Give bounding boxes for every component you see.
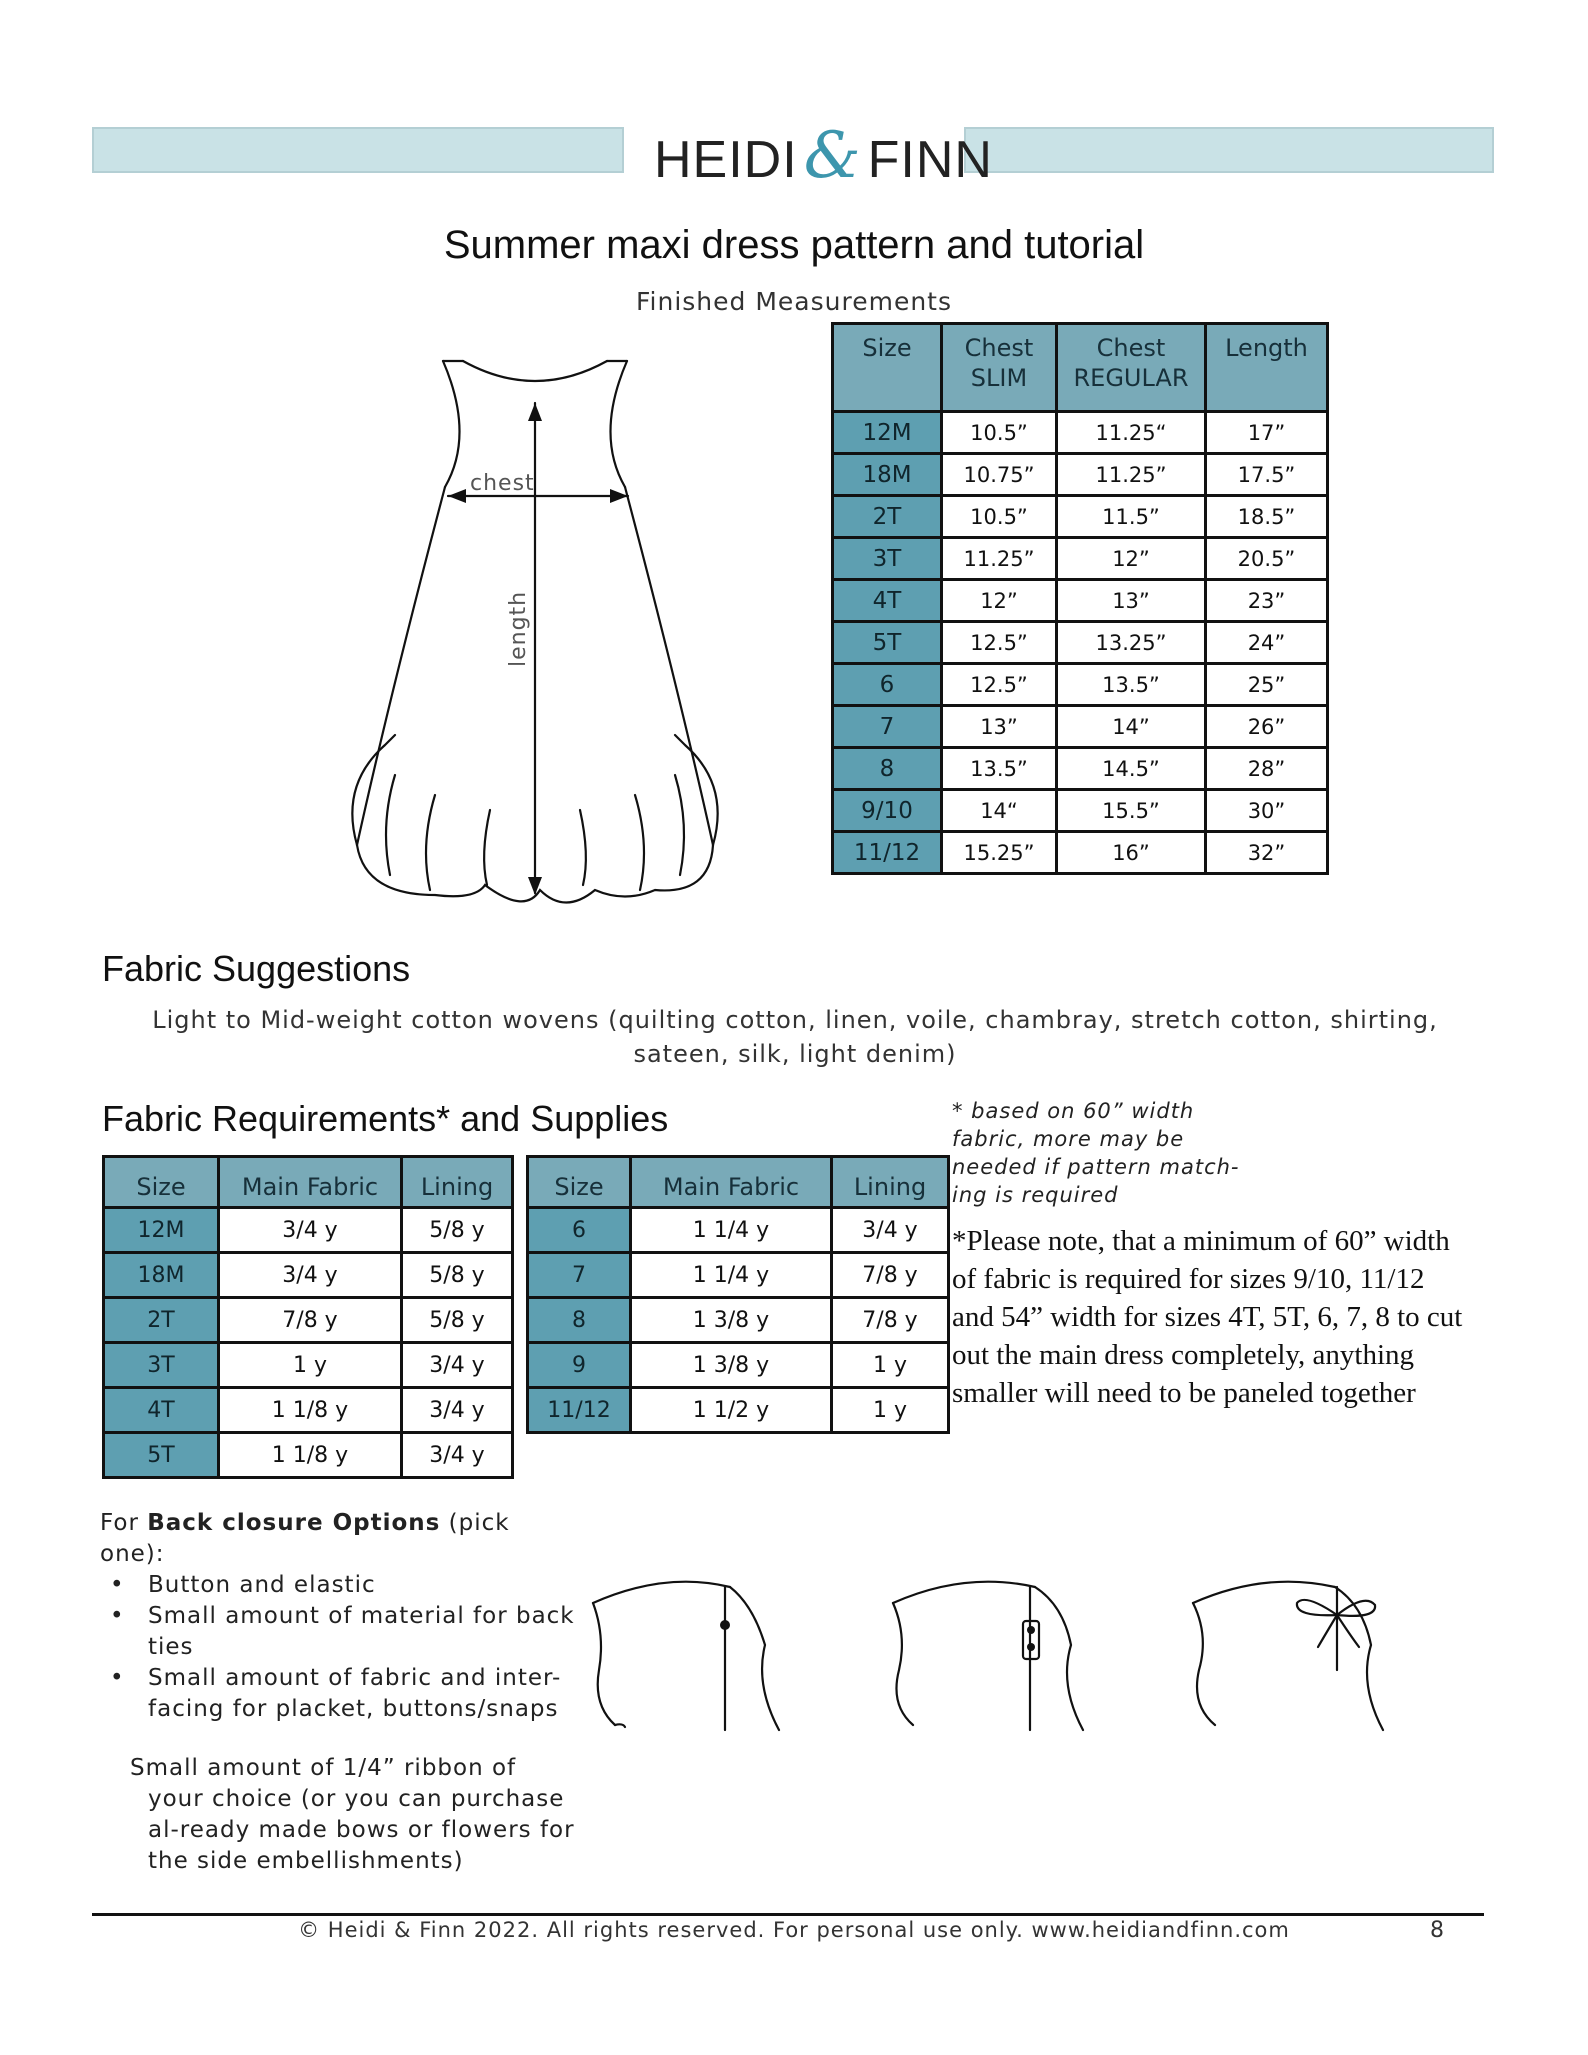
chest-slim-cell: 10.5” bbox=[942, 412, 1057, 454]
main-fabric-cell: 1 1/2 y bbox=[631, 1388, 832, 1433]
table-row bbox=[528, 1208, 949, 1253]
size-cell: 12M bbox=[104, 1208, 219, 1253]
main-fabric-cell: 1 3/8 y bbox=[631, 1298, 832, 1343]
table-row bbox=[104, 1343, 513, 1388]
chest-slim-cell: 12.5” bbox=[942, 622, 1057, 664]
req-header-main-fabric: Main Fabric bbox=[219, 1157, 402, 1208]
table-row bbox=[104, 1433, 513, 1478]
length-cell: 24” bbox=[1206, 622, 1328, 664]
chest-label: chest bbox=[470, 471, 535, 496]
table-row bbox=[528, 1253, 949, 1298]
brand-right: FINN bbox=[867, 131, 993, 189]
lining-cell: 3/4 y bbox=[402, 1433, 513, 1478]
table-row bbox=[833, 790, 1328, 832]
closure-options bbox=[100, 1508, 580, 1877]
meas-header-size: Size bbox=[833, 324, 942, 412]
requirements-table-a bbox=[102, 1155, 514, 1479]
lining-cell: 1 y bbox=[832, 1388, 949, 1433]
closure-intro-suffix: (pick one): bbox=[100, 1510, 510, 1567]
table-row bbox=[833, 748, 1328, 790]
chest-slim-cell: 10.75” bbox=[942, 454, 1057, 496]
lining-cell: 3/4 y bbox=[402, 1388, 513, 1433]
list-item: • Small amount of material for back ties bbox=[100, 1601, 580, 1663]
chest-slim-cell: 12” bbox=[942, 580, 1057, 622]
table-row bbox=[104, 1208, 513, 1253]
table-row bbox=[833, 622, 1328, 664]
size-cell: 11/12 bbox=[833, 832, 942, 874]
req-header-size: Size bbox=[528, 1157, 631, 1208]
chest-regular-cell: 12” bbox=[1057, 538, 1206, 580]
size-cell: 4T bbox=[104, 1388, 219, 1433]
length-cell: 18.5” bbox=[1206, 496, 1328, 538]
lining-cell: 5/8 y bbox=[402, 1253, 513, 1298]
length-cell: 32” bbox=[1206, 832, 1328, 874]
lining-cell: 5/8 y bbox=[402, 1298, 513, 1343]
size-cell: 3T bbox=[104, 1343, 219, 1388]
page-number: 8 bbox=[1430, 1918, 1444, 1943]
table-row bbox=[833, 412, 1328, 454]
length-cell: 17.5” bbox=[1206, 454, 1328, 496]
meas-header-chest-regular: Chest REGULAR bbox=[1057, 324, 1206, 412]
size-cell: 12M bbox=[833, 412, 942, 454]
page-subtitle: Finished Measurements bbox=[635, 287, 953, 316]
bodice-back-ties bbox=[1193, 1582, 1383, 1730]
bodice-placket bbox=[893, 1582, 1083, 1730]
main-fabric-cell: 1 1/4 y bbox=[631, 1253, 832, 1298]
lining-cell: 7/8 y bbox=[832, 1253, 949, 1298]
main-fabric-cell: 1 1/8 y bbox=[219, 1433, 402, 1478]
table-row bbox=[528, 1388, 949, 1433]
length-cell: 28” bbox=[1206, 748, 1328, 790]
size-cell: 4T bbox=[833, 580, 942, 622]
size-cell: 2T bbox=[833, 496, 942, 538]
header-bar-left bbox=[92, 127, 624, 173]
size-cell: 5T bbox=[833, 622, 942, 664]
fabric-suggestions-heading: Fabric Suggestions bbox=[102, 948, 411, 989]
closure-intro-prefix: For bbox=[100, 1510, 148, 1536]
chest-regular-cell: 11.25“ bbox=[1057, 412, 1206, 454]
measurements-table bbox=[831, 322, 1329, 875]
req-header-main-fabric: Main Fabric bbox=[631, 1157, 832, 1208]
fabric-requirements-heading: Fabric Requirements* and Supplies bbox=[102, 1098, 669, 1139]
closure-intro-bold: Back closure Options bbox=[147, 1510, 441, 1536]
size-cell: 6 bbox=[528, 1208, 631, 1253]
req-header-lining: Lining bbox=[402, 1157, 513, 1208]
fabric-suggestions-text: Light to Mid-weight cotton wovens (quilting cotton, linen, voile, chambray, stretch cotton, shirting, sateen, silk, light denim) bbox=[152, 1006, 1438, 1068]
table-row bbox=[104, 1298, 513, 1343]
dress-diagram bbox=[325, 355, 735, 915]
table-row bbox=[833, 706, 1328, 748]
main-fabric-cell: 3/4 y bbox=[219, 1208, 402, 1253]
width-note: *Please note, that a minimum of 60” width of fabric is required for sizes 9/10, 11/12 and 54” width for sizes 4T, 5T, 6, 7, 8 to cut out the main dress completely, anything smaller will need to be paneled together bbox=[952, 1225, 1463, 1409]
chest-regular-cell: 13.5” bbox=[1057, 664, 1206, 706]
meas-header-length: Length bbox=[1206, 324, 1328, 412]
footer-copyright: © Heidi & Finn 2022. All rights reserved. For personal use only. www.heidiandfinn.com bbox=[298, 1918, 1290, 1942]
size-cell: 5T bbox=[104, 1433, 219, 1478]
chest-regular-cell: 15.5” bbox=[1057, 790, 1206, 832]
chest-regular-cell: 14.5” bbox=[1057, 748, 1206, 790]
closure-intro bbox=[100, 1508, 580, 1570]
chest-regular-cell: 11.5” bbox=[1057, 496, 1206, 538]
req-header-lining: Lining bbox=[832, 1157, 949, 1208]
chest-regular-cell: 11.25” bbox=[1057, 454, 1206, 496]
chest-regular-cell: 14” bbox=[1057, 706, 1206, 748]
lining-cell: 3/4 y bbox=[832, 1208, 949, 1253]
list-item: • Button and elastic bbox=[100, 1570, 580, 1601]
chest-slim-cell: 11.25” bbox=[942, 538, 1057, 580]
size-cell: 18M bbox=[104, 1253, 219, 1298]
lining-cell: 1 y bbox=[832, 1343, 949, 1388]
main-fabric-cell: 1 1/4 y bbox=[631, 1208, 832, 1253]
brand-left: HEIDI bbox=[654, 131, 798, 189]
chest-slim-cell: 13.5” bbox=[942, 748, 1057, 790]
length-label: length bbox=[506, 590, 531, 667]
page-title: Summer maxi dress pattern and tutorial bbox=[443, 223, 1145, 267]
size-cell: 7 bbox=[833, 706, 942, 748]
table-row bbox=[833, 538, 1328, 580]
table-row bbox=[833, 454, 1328, 496]
main-fabric-cell: 1 3/8 y bbox=[631, 1343, 832, 1388]
closure-list bbox=[100, 1570, 580, 1725]
length-cell: 23” bbox=[1206, 580, 1328, 622]
chest-regular-cell: 13.25” bbox=[1057, 622, 1206, 664]
size-cell: 6 bbox=[833, 664, 942, 706]
list-item: • Small amount of fabric and inter-facing for placket, buttons/snaps bbox=[100, 1663, 580, 1725]
size-cell: 7 bbox=[528, 1253, 631, 1298]
lining-cell: 5/8 y bbox=[402, 1208, 513, 1253]
width-footnote: * based on 60” width fabric, more may be needed if pattern match-ing is required bbox=[952, 1099, 1240, 1207]
table-row bbox=[833, 496, 1328, 538]
chest-regular-cell: 13” bbox=[1057, 580, 1206, 622]
ribbon-note: Small amount of 1/4” ribbon of your choice (or you can purchase al-ready made bows or flowers for the side embellishments) bbox=[130, 1755, 575, 1874]
table-row bbox=[833, 664, 1328, 706]
req-header-size: Size bbox=[104, 1157, 219, 1208]
main-fabric-cell: 1 y bbox=[219, 1343, 402, 1388]
size-cell: 11/12 bbox=[528, 1388, 631, 1433]
length-cell: 17” bbox=[1206, 412, 1328, 454]
main-fabric-cell: 3/4 y bbox=[219, 1253, 402, 1298]
chest-slim-cell: 14“ bbox=[942, 790, 1057, 832]
size-cell: 3T bbox=[833, 538, 942, 580]
chest-slim-cell: 12.5” bbox=[942, 664, 1057, 706]
main-fabric-cell: 7/8 y bbox=[219, 1298, 402, 1343]
table-row bbox=[833, 580, 1328, 622]
chest-slim-cell: 15.25” bbox=[942, 832, 1057, 874]
size-cell: 8 bbox=[833, 748, 942, 790]
brand-logo bbox=[654, 118, 993, 194]
requirements-table-b bbox=[526, 1155, 950, 1434]
bodice-button-elastic bbox=[593, 1582, 779, 1730]
brand-amp: & bbox=[803, 119, 862, 193]
length-cell: 25” bbox=[1206, 664, 1328, 706]
lining-cell: 3/4 y bbox=[402, 1343, 513, 1388]
length-cell: 30” bbox=[1206, 790, 1328, 832]
footer-rule bbox=[92, 1913, 1484, 1916]
size-cell: 9/10 bbox=[833, 790, 942, 832]
size-cell: 8 bbox=[528, 1298, 631, 1343]
table-row bbox=[104, 1388, 513, 1433]
lining-cell: 7/8 y bbox=[832, 1298, 949, 1343]
meas-header-chest-slim: Chest SLIM bbox=[942, 324, 1057, 412]
table-row bbox=[528, 1343, 949, 1388]
back-closure-illustrations bbox=[585, 1575, 1490, 1775]
table-row bbox=[528, 1298, 949, 1343]
chest-slim-cell: 13” bbox=[942, 706, 1057, 748]
main-fabric-cell: 1 1/8 y bbox=[219, 1388, 402, 1433]
header-bar-right bbox=[964, 127, 1494, 173]
length-cell: 26” bbox=[1206, 706, 1328, 748]
chest-regular-cell: 16” bbox=[1057, 832, 1206, 874]
size-cell: 18M bbox=[833, 454, 942, 496]
chest-slim-cell: 10.5” bbox=[942, 496, 1057, 538]
length-cell: 20.5” bbox=[1206, 538, 1328, 580]
size-cell: 2T bbox=[104, 1298, 219, 1343]
size-cell: 9 bbox=[528, 1343, 631, 1388]
table-row bbox=[833, 832, 1328, 874]
table-row bbox=[104, 1253, 513, 1298]
